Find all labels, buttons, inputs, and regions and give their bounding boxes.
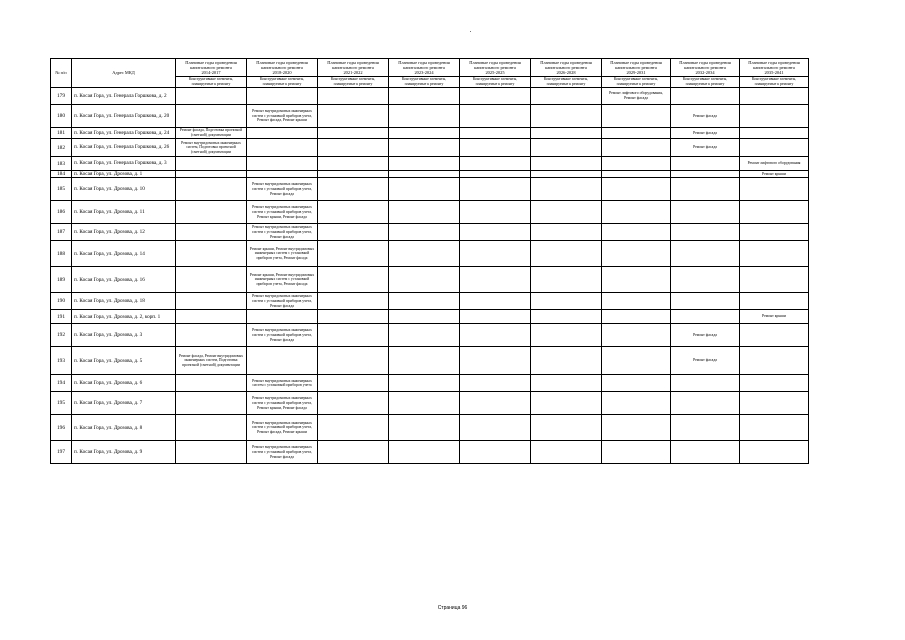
work-cell	[602, 441, 671, 464]
work-cell	[460, 105, 531, 128]
work-cell	[531, 293, 602, 310]
work-cell	[389, 310, 460, 324]
work-cell	[460, 178, 531, 201]
work-cell	[460, 224, 531, 241]
table-row	[51, 128, 809, 139]
work-cell: Ремонт лифтового оборудования	[740, 157, 809, 171]
table-row	[51, 392, 809, 415]
table-row	[51, 157, 809, 171]
table-row	[51, 201, 809, 224]
work-cell	[247, 157, 318, 171]
work-cell	[176, 293, 247, 310]
work-cell	[176, 171, 247, 178]
work-cell	[389, 128, 460, 139]
row-number: 186	[51, 201, 72, 224]
table-body	[51, 88, 809, 464]
work-cell	[531, 415, 602, 441]
work-cell	[318, 310, 389, 324]
table-row	[51, 441, 809, 464]
work-cell	[389, 293, 460, 310]
period-header: Плановые годы проведения капитального ремонта 2021-2022	[318, 59, 389, 77]
row-number: 195	[51, 392, 72, 415]
row-address: п. Косая Гора, ул. Дрозова, д. 9	[72, 441, 176, 464]
row-number: 190	[51, 293, 72, 310]
work-cell	[389, 139, 460, 157]
work-cell	[531, 392, 602, 415]
work-cell	[176, 267, 247, 293]
work-cell	[602, 224, 671, 241]
row-number: 197	[51, 441, 72, 464]
period-subheader: Конструктивные элементы, планируемые к ремонту	[671, 77, 740, 88]
table-row	[51, 88, 809, 105]
work-cell	[460, 375, 531, 392]
work-cell	[740, 415, 809, 441]
work-cell	[671, 157, 740, 171]
work-cell	[176, 392, 247, 415]
work-cell	[318, 139, 389, 157]
work-cell	[460, 347, 531, 375]
work-cell	[389, 105, 460, 128]
work-cell	[531, 88, 602, 105]
work-cell	[460, 267, 531, 293]
work-cell	[176, 241, 247, 267]
work-cell	[389, 178, 460, 201]
work-cell	[247, 171, 318, 178]
work-cell	[671, 267, 740, 293]
work-cell	[176, 157, 247, 171]
work-cell	[531, 347, 602, 375]
work-cell	[247, 139, 318, 157]
work-cell	[460, 201, 531, 224]
work-cell: Ремонт внутридомовых инженерных систем с установкой приборов учета, Ремонт фасада	[247, 324, 318, 347]
work-cell	[318, 441, 389, 464]
work-cell	[602, 392, 671, 415]
work-cell	[389, 171, 460, 178]
work-cell	[740, 224, 809, 241]
row-address: п. Косая Гора, ул. Дрозова, д. 6	[72, 375, 176, 392]
work-cell	[389, 392, 460, 415]
work-cell: Ремонт внутридомовых инженерных систем с установкой приборов учета, Ремонт фасада	[247, 224, 318, 241]
work-cell	[740, 128, 809, 139]
work-cell	[740, 105, 809, 128]
work-cell	[602, 241, 671, 267]
period-subheader: Конструктивные элементы, планируемые к ремонту	[389, 77, 460, 88]
work-cell	[740, 293, 809, 310]
work-cell	[740, 201, 809, 224]
period-subheader: Конструктивные элементы, планируемые к ремонту	[602, 77, 671, 88]
table-row	[51, 224, 809, 241]
period-subheader: Конструктивные элементы, планируемые к ремонту	[176, 77, 247, 88]
work-cell	[602, 171, 671, 178]
row-address: п. Косая Гора, ул. Дрозова, д. 3	[72, 324, 176, 347]
num-header: № п/п	[51, 59, 72, 88]
work-cell: Ремонт крыши	[740, 171, 809, 178]
work-cell	[531, 324, 602, 347]
work-cell	[602, 324, 671, 347]
work-cell	[176, 178, 247, 201]
work-cell	[318, 324, 389, 347]
work-cell	[460, 88, 531, 105]
work-cell	[740, 267, 809, 293]
work-cell	[460, 392, 531, 415]
work-cell: Ремонт фасада, Подготовка проектной (сметной) документации	[176, 128, 247, 139]
work-cell: Ремонт фасада	[671, 347, 740, 375]
period-header: Плановые годы проведения капитального ремонта 2029-2031	[602, 59, 671, 77]
work-cell	[318, 241, 389, 267]
work-cell: Ремонт внутридомовых инженерных систем с установкой приборов учета, Ремонт крыши, Ремонт фасада	[247, 392, 318, 415]
work-cell	[389, 375, 460, 392]
row-address: п. Косая Гора, ул. Генерала Горшкова, д. 2	[72, 88, 176, 105]
work-cell	[740, 347, 809, 375]
work-cell	[176, 88, 247, 105]
work-cell	[671, 375, 740, 392]
work-cell	[531, 267, 602, 293]
work-cell	[318, 293, 389, 310]
work-cell	[671, 178, 740, 201]
work-cell	[318, 88, 389, 105]
work-cell	[531, 105, 602, 128]
work-cell	[671, 171, 740, 178]
period-header: Плановые годы проведения капитального ремонта 2018-2020	[247, 59, 318, 77]
work-cell	[602, 347, 671, 375]
work-cell: Ремонт крыши, Ремонт внутридомовых инженерных систем с установкой приборов учета, Ремонт фасада	[247, 241, 318, 267]
row-number: 193	[51, 347, 72, 375]
work-cell	[460, 293, 531, 310]
work-cell: Ремонт внутридомовых инженерных систем, Подготовка проектной (сметной) документации	[176, 139, 247, 157]
period-header: Плановые годы проведения капитального ремонта 2032-2034	[671, 59, 740, 77]
table-row	[51, 267, 809, 293]
table-row	[51, 324, 809, 347]
work-cell	[602, 293, 671, 310]
row-number: 191	[51, 310, 72, 324]
work-cell	[531, 128, 602, 139]
work-cell	[247, 310, 318, 324]
work-cell	[740, 139, 809, 157]
work-cell	[389, 324, 460, 347]
work-cell	[602, 128, 671, 139]
row-number: 180	[51, 105, 72, 128]
work-cell	[318, 392, 389, 415]
work-cell	[602, 201, 671, 224]
work-cell	[389, 267, 460, 293]
row-address: п. Косая Гора, ул. Дрозова, д. 5	[72, 347, 176, 375]
work-cell	[176, 105, 247, 128]
row-address: п. Косая Гора, ул. Дрозова, д. 16	[72, 267, 176, 293]
work-cell	[460, 128, 531, 139]
work-cell	[318, 224, 389, 241]
table-row	[51, 178, 809, 201]
row-number: 182	[51, 139, 72, 157]
work-cell	[176, 201, 247, 224]
work-cell	[389, 224, 460, 241]
work-cell	[318, 347, 389, 375]
row-address: п. Косая Гора, ул. Дрозова, д. 1	[72, 171, 176, 178]
row-number: 181	[51, 128, 72, 139]
table-row	[51, 171, 809, 178]
period-header: Плановые годы проведения капитального ремонта 2035-2041	[740, 59, 809, 77]
work-cell	[176, 224, 247, 241]
work-cell	[389, 201, 460, 224]
table-row	[51, 415, 809, 441]
work-cell	[531, 224, 602, 241]
work-cell	[176, 441, 247, 464]
work-cell	[176, 375, 247, 392]
work-cell	[460, 441, 531, 464]
work-cell	[602, 310, 671, 324]
row-address: п. Косая Гора, ул. Генерала Горшкова, д. 24	[72, 128, 176, 139]
work-cell	[531, 178, 602, 201]
period-header: Плановые годы проведения капитального ремонта 2026-2028	[531, 59, 602, 77]
work-cell	[740, 324, 809, 347]
work-cell	[389, 241, 460, 267]
work-cell	[389, 441, 460, 464]
work-cell	[318, 128, 389, 139]
row-number: 185	[51, 178, 72, 201]
row-address: п. Косая Гора, ул. Дрозова, д. 18	[72, 293, 176, 310]
row-number: 189	[51, 267, 72, 293]
work-cell: Ремонт фасада	[671, 128, 740, 139]
row-address: п. Косая Гора, ул. Дрозова, д. 8	[72, 415, 176, 441]
work-cell	[671, 441, 740, 464]
work-cell: Ремонт лифтового оборудования, Ремонт фасада	[602, 88, 671, 105]
work-cell: Ремонт внутридомовых инженерных систем с установкой приборов учета, Ремонт крыши, Ремонт фасада	[247, 201, 318, 224]
row-number: 192	[51, 324, 72, 347]
work-cell: Ремонт фасада	[671, 324, 740, 347]
work-cell	[602, 105, 671, 128]
work-cell	[602, 178, 671, 201]
work-cell	[318, 267, 389, 293]
work-cell	[531, 310, 602, 324]
work-cell: Ремонт фасада	[671, 105, 740, 128]
work-cell	[602, 415, 671, 441]
period-header: Плановые годы проведения капитального ремонта 2023-2024	[389, 59, 460, 77]
work-cell: Ремонт внутридомовых инженерных систем с установкой приборов учета	[247, 375, 318, 392]
row-number: 184	[51, 171, 72, 178]
table-row	[51, 241, 809, 267]
address-header: Адрес МКД	[72, 59, 176, 88]
work-cell	[176, 324, 247, 347]
work-cell	[460, 310, 531, 324]
work-cell	[671, 310, 740, 324]
page-number: Страница 96	[437, 605, 468, 611]
scan-speck	[470, 31, 471, 32]
work-cell: Ремонт внутридомовых инженерных систем с установкой приборов учета, Ремонт фасада	[247, 441, 318, 464]
period-header: Плановые годы проведения капитального ремонта 2014-2017	[176, 59, 247, 77]
row-address: п. Косая Гора, ул. Генерала Горшкова, д. 26	[72, 139, 176, 157]
work-cell	[176, 310, 247, 324]
work-cell	[671, 392, 740, 415]
work-cell	[671, 415, 740, 441]
work-cell	[531, 201, 602, 224]
work-cell	[740, 375, 809, 392]
work-cell	[740, 178, 809, 201]
work-cell	[602, 267, 671, 293]
work-cell	[318, 171, 389, 178]
row-number: 179	[51, 88, 72, 105]
work-cell	[460, 241, 531, 267]
row-number: 196	[51, 415, 72, 441]
work-cell: Ремонт крыши	[740, 310, 809, 324]
work-cell	[531, 171, 602, 178]
repair-schedule-table	[50, 58, 809, 464]
work-cell	[318, 415, 389, 441]
work-cell	[389, 157, 460, 171]
work-cell	[602, 157, 671, 171]
work-cell	[531, 157, 602, 171]
work-cell	[247, 347, 318, 375]
work-cell	[740, 88, 809, 105]
row-number: 183	[51, 157, 72, 171]
row-number: 194	[51, 375, 72, 392]
table-row	[51, 347, 809, 375]
work-cell	[531, 375, 602, 392]
period-subheader: Конструктивные элементы, планируемые к ремонту	[740, 77, 809, 88]
work-cell	[460, 139, 531, 157]
row-address: п. Косая Гора, ул. Дрозова, д. 7	[72, 392, 176, 415]
work-cell	[671, 293, 740, 310]
row-address: п. Косая Гора, ул. Генерала Горшкова, д. 3	[72, 157, 176, 171]
work-cell	[460, 171, 531, 178]
row-address: п. Косая Гора, ул. Дрозова, д. 12	[72, 224, 176, 241]
work-cell	[460, 157, 531, 171]
work-cell	[318, 178, 389, 201]
work-cell	[389, 88, 460, 105]
work-cell	[318, 105, 389, 128]
work-cell	[460, 324, 531, 347]
row-address: п. Косая Гора, ул. Дрозова, д. 10	[72, 178, 176, 201]
table-row	[51, 139, 809, 157]
row-address: п. Косая Гора, ул. Дрозова, д. 14	[72, 241, 176, 267]
work-cell	[740, 241, 809, 267]
table-row	[51, 375, 809, 392]
work-cell	[247, 128, 318, 139]
row-address: п. Косая Гора, ул. Дрозова, д. 11	[72, 201, 176, 224]
work-cell	[318, 201, 389, 224]
period-header: Плановые годы проведения капитального ремонта 2025-2025	[460, 59, 531, 77]
header-row	[51, 59, 809, 77]
work-cell: Ремонт внутридомовых инженерных систем с установкой приборов учета, Ремонт фасада, Ремонт крыши	[247, 415, 318, 441]
work-cell	[389, 347, 460, 375]
work-cell	[460, 415, 531, 441]
row-number: 187	[51, 224, 72, 241]
work-cell: Ремонт фасада, Ремонт внутридомовых инженерных систем, Подготовка проектной (сметной) документации	[176, 347, 247, 375]
work-cell: Ремонт внутридомовых инженерных систем с установкой приборов учета, Ремонт фасада	[247, 293, 318, 310]
period-subheader: Конструктивные элементы, планируемые к ремонту	[531, 77, 602, 88]
table-row	[51, 310, 809, 324]
period-subheader: Конструктивные элементы, планируемые к ремонту	[460, 77, 531, 88]
work-cell: Ремонт внутридомовых инженерных систем с установкой приборов учета, Ремонт фасада	[247, 178, 318, 201]
table-row	[51, 105, 809, 128]
work-cell	[671, 201, 740, 224]
work-cell	[602, 375, 671, 392]
work-cell: Ремонт внутридомовых инженерных систем с установкой приборов учета, Ремонт фасада, Ремонт крыши	[247, 105, 318, 128]
work-cell	[740, 441, 809, 464]
work-cell: Ремонт фасада	[671, 139, 740, 157]
work-cell	[671, 224, 740, 241]
period-subheader: Конструктивные элементы, планируемые к ремонту	[247, 77, 318, 88]
table-row	[51, 293, 809, 310]
work-cell	[531, 441, 602, 464]
work-cell	[671, 88, 740, 105]
work-cell	[176, 415, 247, 441]
work-cell	[602, 139, 671, 157]
work-cell: Ремонт крыши, Ремонт внутридомовых инженерных систем с установкой приборов учета, Ремонт фасада	[247, 267, 318, 293]
row-number: 188	[51, 241, 72, 267]
work-cell	[531, 241, 602, 267]
work-cell	[247, 88, 318, 105]
row-address: п. Косая Гора, ул. Генерала Горшкова, д. 20	[72, 105, 176, 128]
work-cell	[389, 415, 460, 441]
work-cell	[531, 139, 602, 157]
period-subheader: Конструктивные элементы, планируемые к ремонту	[318, 77, 389, 88]
work-cell	[318, 157, 389, 171]
work-cell	[318, 375, 389, 392]
work-cell	[740, 392, 809, 415]
work-cell	[671, 241, 740, 267]
row-address: п. Косая Гора, ул. Дрозова, д. 2, корп. 1	[72, 310, 176, 324]
